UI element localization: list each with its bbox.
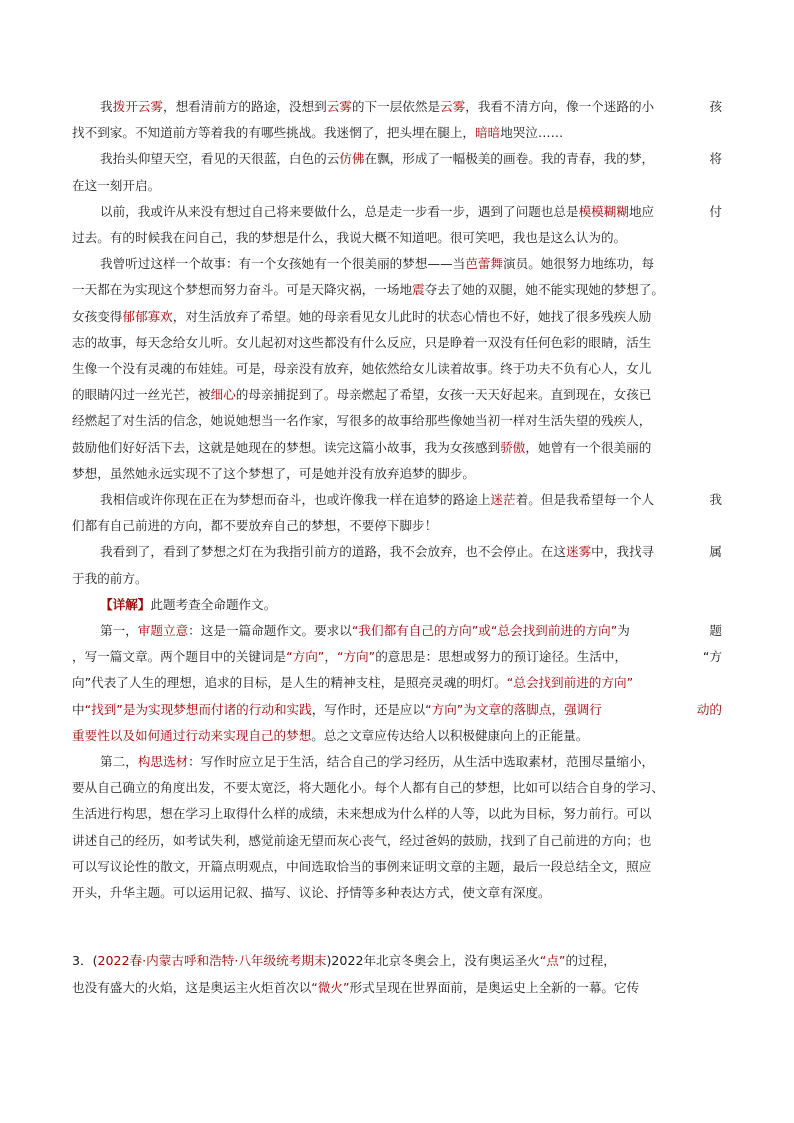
- analysis-1-line-4: 中“找到”是为实现梦想而付诸的行动和实践，写作时，还是应以“方向”为文章的落脚点，强调行 动的: [72, 701, 722, 717]
- section-gap: [72, 906, 722, 932]
- analysis-2-line-5: 可以写议论性的散文，开篇点明观点，中间选取恰当的事例来证明文章的主题，最后一段总结全文，照应: [72, 858, 652, 874]
- analysis-tag: 【详解】: [100, 596, 151, 612]
- essay-paragraph-4-line-2: 一天都在为实现这个梦想而努力奋斗。可是天降灾祸，一场地震夺去了她的双腿，她不能实现她的梦想了。: [72, 282, 664, 298]
- analysis-2-line-6: 开头，升华主题。可以运用记叙、描写、议论、抒情等多种表达方式，使文章有深度。: [72, 885, 551, 901]
- analysis-1-line-3: 向”代表了人生的理想，追求的目标，是人生的精神支柱，是照亮灵魂的明灯。“总会找到前进的方向”: [72, 675, 634, 691]
- essay-paragraph-2-line-2: 在这一刻开启。: [72, 177, 161, 193]
- question-3-line-2: 也没有盛大的火焰，这是奥运主火炬首次以“微火”形式呈现在世界面前，是奥运史上全新的一幕。它传: [72, 979, 640, 995]
- question-3-line-1: 3．(2022春·内蒙古呼和浩特·八年级统考期末)2022年北京冬奥会上，没有奥运圣火“点”的过程，: [72, 953, 616, 969]
- analysis-1-line-1: 第一，审题立意：这是一篇命题作文。要求以“我们都有自己的方向”或“总会找到前进的方向”为 题: [100, 623, 722, 639]
- essay-paragraph-4-line-7: 经燃起了对生活的信念，她说她想当一名作家，写很多的故事给那些像她当初一样对生活失望的残疾人，: [72, 413, 652, 429]
- document-content: [72, 94, 722, 1001]
- analysis-heading: 【详解】此题考查全命题作文。: [100, 596, 277, 612]
- essay-paragraph-1-line-1: 我拨开云雾，想看清前方的路途，没想到云雾的下一层依然是云雾，我看不清方向，像一个迷路的小 孩: [100, 99, 722, 114]
- analysis-2-line-4: 讲述自己的经历，如考试失利，感觉前途无望而灰心丧气，经过爸妈的鼓励，找到了自己前进的方向；也: [72, 832, 652, 848]
- essay-paragraph-4-line-9: 梦想，虽然她永远实现不了这个梦想了，可是她并没有放弃追梦的脚步。: [72, 465, 475, 481]
- essay-paragraph-6-line-2: 于我的前方。: [72, 570, 148, 586]
- essay-paragraph-3-line-1: 以前，我或许从来没有想过自己将来要做什么，总是走一步看一步，遇到了问题也总是模模糊糊地应 付: [100, 203, 722, 219]
- essay-paragraph-4-line-3: 女孩变得郁郁寡欢，对生活放弃了希望。她的母亲看见女儿此时的状态心情也不好，她找了很多残疾人励: [72, 308, 652, 324]
- question-source: 2022春·内蒙古呼和浩特·八年级统考期末: [97, 953, 327, 969]
- analysis-2-line-3: 生活进行构思，想在学习上取得什么样的成绩，未来想成为什么样的人等，以此为目标，努力前行。可以: [72, 806, 652, 822]
- essay-paragraph-4-line-5: 生像一个没有灵魂的布娃娃。可是，母亲没有放弃，她依然给女儿读着故事。终于功夫不负有心人，女儿: [72, 361, 652, 377]
- analysis-2-line-1: 第二，构思选材：写作时应立足于生活，结合自己的学习经历，从生活中选取素材，范围尽量缩小，: [100, 754, 655, 770]
- essay-paragraph-1-line-2: 找不到家。不知道前方等着我的有哪些挑战。我迷惘了，把头埋在腿上，暗暗地哭泣……: [72, 125, 564, 141]
- essay-paragraph-4-line-6: 的眼睛闪过一丝光芒，被细心的母亲捕捉到了。母亲燃起了希望，女孩一天天好起来。直到现在，女孩已: [72, 387, 652, 403]
- question-number: 3．(: [72, 953, 98, 969]
- analysis-1-line-2: ，写一篇文章。两个题目中的关键词是“方向”，“方向”的意思是：思想或努力的预订途径。生活中， “方: [72, 649, 722, 665]
- essay-paragraph-2-line-1: 我抬头仰望天空，看见的天很蓝，白色的云仿佛在飘，形成了一幅极美的画卷。我的青春，我的梦， 将: [100, 151, 722, 167]
- essay-paragraph-3-line-2: 过去。有的时候我在问自己，我的梦想是什么，我说大概不知道吧。很可笑吧，我也是这么认为的。: [72, 230, 627, 246]
- essay-paragraph-4-line-4: 志的故事，每天念给女儿听。女儿起初对这些都没有什么反应，只是睁着一双没有任何色彩的眼睛，活生: [72, 334, 652, 350]
- essay-paragraph-4-line-8: 鼓励他们好好活下去，这就是她现在的梦想。读完这篇小故事，我为女孩感到骄傲，她曾有一个很美丽的: [72, 439, 652, 455]
- essay-paragraph-6-line-1: 我看到了，看到了梦想之灯在为我指引前方的道路，我不会放弃，也不会停止。在这迷雾中，我找寻 属: [100, 544, 722, 560]
- analysis-2-line-2: 要从自己确立的角度出发，不要太宽泛，将大题化小。每个人都有自己的梦想，比如可以结合自身的学习、: [72, 780, 664, 796]
- essay-paragraph-5-line-1: 我相信或许你现在正在为梦想而奋斗，也或许像我一样在追梦的路途上迷茫着。但是我希望每一个人 我: [100, 492, 722, 508]
- essay-paragraph-4-line-1: 我曾听过这样一个故事：有一个女孩她有一个很美丽的梦想——当芭蕾舞演员。她很努力地练功，每: [100, 256, 655, 272]
- essay-paragraph-5-line-2: 们都有自己前进的方向，都不要放弃自己的梦想，不要停下脚步！: [72, 518, 438, 534]
- analysis-1-line-5: 重要性以及如何通过行动来实现自己的梦想。总之文章应传达给人以积极健康向上的正能量。: [72, 727, 589, 743]
